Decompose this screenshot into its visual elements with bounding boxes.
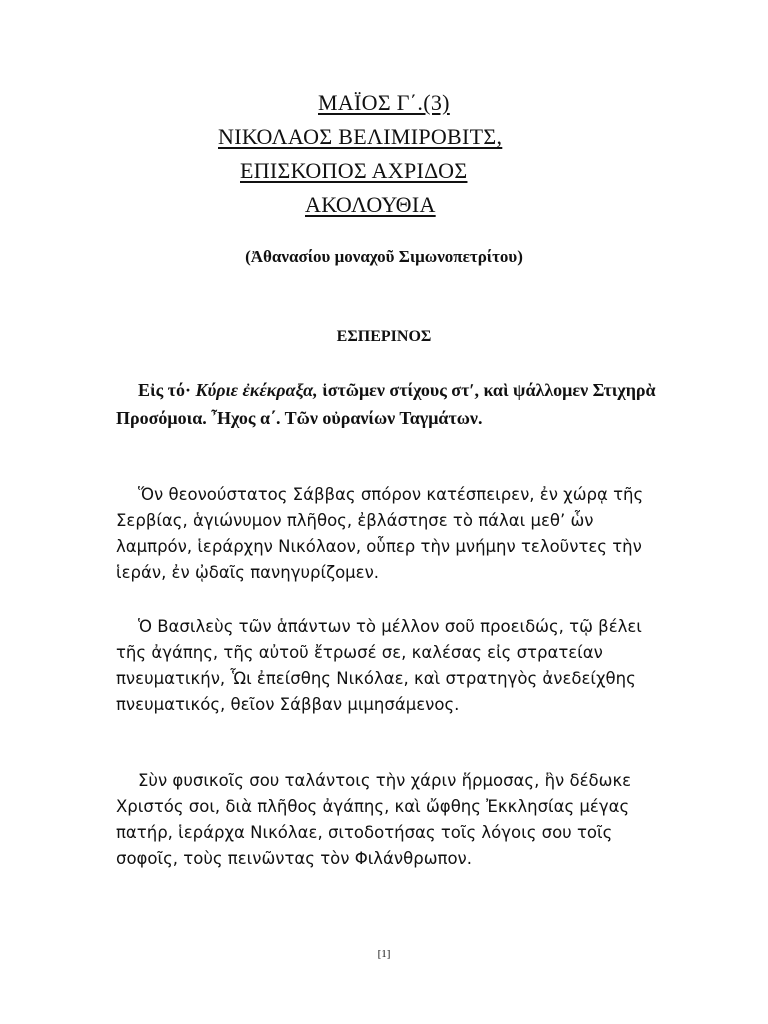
title-line-4: ΑΚΟΛΟΥΘΙΑ <box>305 192 436 217</box>
section-heading: ΕΣΠΕΡΙΝΟΣ <box>336 328 432 345</box>
author-line: (Ἀθανασίου μοναχοῦ Σιμωνοπετρίτου) <box>245 247 523 266</box>
rubric-paragraph <box>116 376 656 432</box>
rubric-rest: ἱστῶμεν στίχους στʹ, καὶ ψάλλομεν Στιχηρὰ Προσόμοια. Ἦχος α΄. Τῶν οὐρανίων Ταγμάτων. <box>116 380 656 428</box>
title-line-2: ΝΙΚΟΛΑΟΣ ΒΕΛΙΜΙΡΟΒΙΤΣ, <box>218 124 503 149</box>
hymn-paragraph: Σὺν φυσικοῖς σου ταλάντοις τὴν χάριν ἥρμοσας, ἣν δέδωκε Χριστός σοι, διὰ πλῆθος ἀγάπης, καὶ ὤφθης Ἐκκλησίας μέγας πατήρ, ἱεράρχα Νικόλαε, σιτοδοτήσας τοῖς λόγοις σου τοῖς σοφοῖς, τοὺς πεινῶντας τὸν Φιλάνθρωπον. <box>116 771 632 868</box>
rubric-lead: Εἰς τό· <box>138 380 191 400</box>
hymn-paragraph: Ὁ Βασιλεὺς τῶν ἁπάντων τὸ μέλλον σοῦ προειδώς, τῷ βέλει τῆς ἀγάπης, τῆς αὐτοῦ ἔτρωσέ σε, καλέσας εἰς στρατείαν πνευματικήν, Ὧι ἐπείσθης Νικόλαε, καὶ στρατηγὸς ἀνεδείχθης πνευματικός, θεῖον Σάββαν μιμησάμενος. <box>116 617 642 714</box>
title-line-3: ΕΠΙΣΚΟΠΟΣ ΑΧΡΙΔΟΣ <box>240 158 468 183</box>
rubric-italic: Κύριε ἐκέκραξα, <box>195 380 318 400</box>
hymn-paragraph: Ὅν θεονούστατος Σάββας σπόρον κατέσπειρεν, ἐν χώρᾳ τῆς Σερβίας, ἁγιώνυμον πλῆθος, ἐβλάστησε τὸ πάλαι μεθ’ ὧν λαμπρόν, ἱεράρχην Νικόλαον, οὗπερ τὴν μνήμην τελοῦντες τὴν ἱεράν, ἐν ᾠδαῖς πανηγυρίζομεν. <box>116 485 644 582</box>
title-line-1: ΜΑΪΟΣ Γ΄.(3) <box>318 90 450 115</box>
page-number: [1] <box>377 948 391 960</box>
